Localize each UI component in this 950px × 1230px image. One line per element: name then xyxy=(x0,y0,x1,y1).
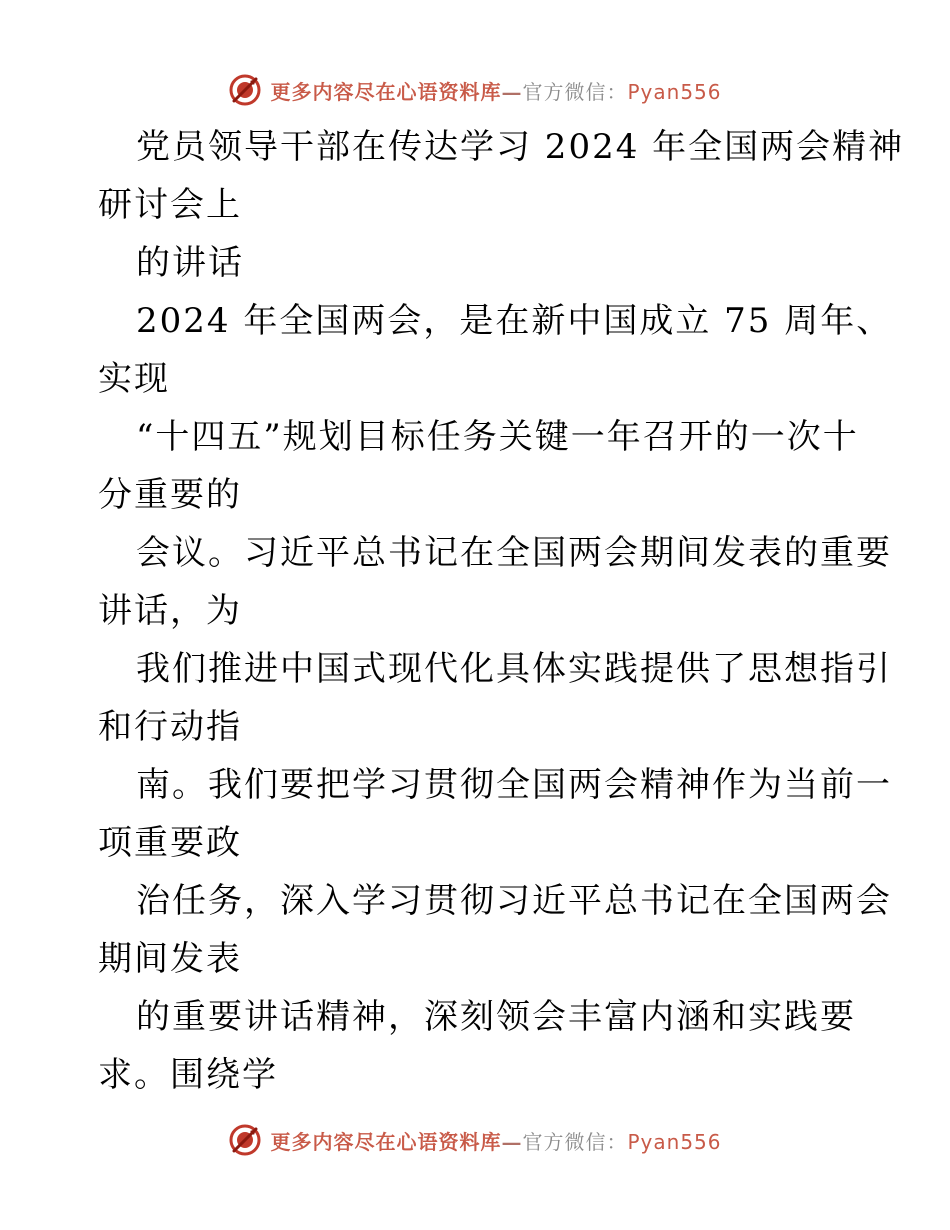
text-line: 的重要讲话精神，深刻领会丰富内涵和实践要 xyxy=(136,997,856,1037)
text-line: 的讲话 xyxy=(136,243,244,283)
text-line: 实现 xyxy=(98,359,170,399)
watermark-wechat-id: Pyan556 xyxy=(627,79,722,104)
text-line: 治任务，深入学习贯彻习近平总书记在全国两会 xyxy=(136,881,892,921)
text-line: 项重要政 xyxy=(98,823,242,863)
text-line: 分重要的 xyxy=(98,475,242,515)
watermark-site-name: 更多内容尽在心语资料库 xyxy=(270,1129,502,1154)
text-line: 党员领导干部在传达学习 2024 年全国两会精神 xyxy=(136,127,905,167)
text-line: 和行动指 xyxy=(98,707,242,747)
text-line: “十四五”规划目标任务关键一年召开的一次十 xyxy=(136,417,859,457)
text-line: 期间发表 xyxy=(98,939,242,979)
text-line: 我们推进中国式现代化具体实践提供了思想指引 xyxy=(136,649,892,689)
text-line: 求。围绕学 xyxy=(98,1055,278,1095)
watermark-text xyxy=(270,1126,721,1155)
document-body xyxy=(98,118,905,1104)
watermark-text xyxy=(270,76,721,105)
text-line: 会议。习近平总书记在全国两会期间发表的重要 xyxy=(136,533,892,573)
header-watermark-banner xyxy=(0,72,950,108)
watermark-dash: — xyxy=(501,1129,523,1154)
watermark-wechat-label: 官方微信： xyxy=(522,79,628,104)
text-line: 讲话，为 xyxy=(98,591,242,631)
text-line: 2024 年全国两会，是在新中国成立 75 周年、 xyxy=(136,301,893,341)
quill-logo-icon xyxy=(228,1123,262,1157)
watermark-site-name: 更多内容尽在心语资料库 xyxy=(270,79,502,104)
quill-logo-icon xyxy=(228,73,262,107)
text-line: 研讨会上 xyxy=(98,185,242,225)
text-line: 南。我们要把学习贯彻全国两会精神作为当前一 xyxy=(136,765,892,805)
watermark-wechat-label: 官方微信： xyxy=(522,1129,628,1154)
footer-watermark-banner xyxy=(0,1122,950,1158)
watermark-dash: — xyxy=(501,79,523,104)
watermark-wechat-id: Pyan556 xyxy=(627,1129,722,1154)
